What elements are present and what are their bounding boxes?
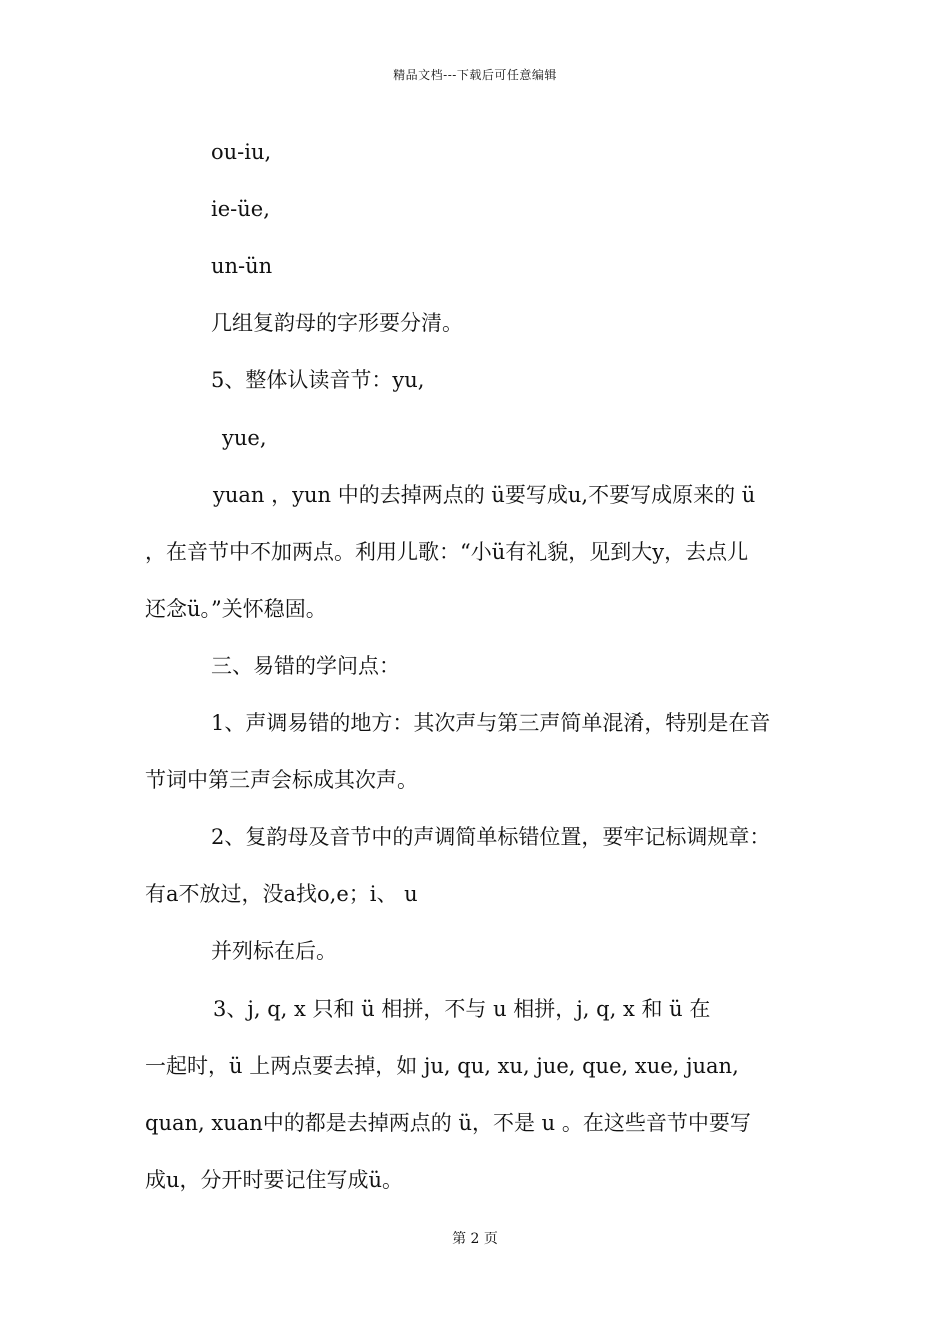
text-line: 5、整体认读音节：yu, [211,368,425,392]
page-number: 第 2 页 [452,1231,498,1247]
text-line: 还念ü。”关怀稳固。 [145,597,327,621]
text-line: yuan ，yun 中的去掉两点的 ü要写成u,不要写成原来的 ü [213,483,756,507]
text-line: 一起时，ü 上两点要去掉，如 ju, qu, xu, jue, que, xue, juan, [145,1054,739,1078]
text-line: 2、复韵母及音节中的声调简单标错位置，要牢记标调规章： [211,825,771,849]
text-line: ou-iu, [211,140,272,164]
text-line: 几组复韵母的字形要分清。 [211,311,463,335]
text-line: un-ün [211,254,273,278]
text-line: 有a不放过，没a找o,e；i、 u [145,882,418,906]
section-heading: 三、易错的学问点： [211,654,400,678]
page-header: 精品文档---下载后可任意编辑 [393,68,557,82]
text-line: ，在音节中不加两点。利用儿歌：“小ü有礼貌，见到大y，去点儿 [145,540,749,564]
text-line: yue, [222,426,267,450]
text-line: ie-üe, [211,197,270,221]
text-line: quan, xuan中的都是去掉两点的 ü，不是 u 。在这些音节中要写 [145,1111,751,1135]
text-line: 节词中第三声会标成其次声。 [145,768,418,792]
text-line: 3、j, q, x 只和 ü 相拼，不与 u 相拼，j, q, x 和 ü 在 [213,997,711,1021]
text-line: 成u，分开时要记住写成ü。 [145,1168,404,1192]
text-line: 并列标在后。 [211,939,337,963]
text-line: 1、声调易错的地方：其次声与第三声简单混淆，特别是在音 [211,711,771,735]
